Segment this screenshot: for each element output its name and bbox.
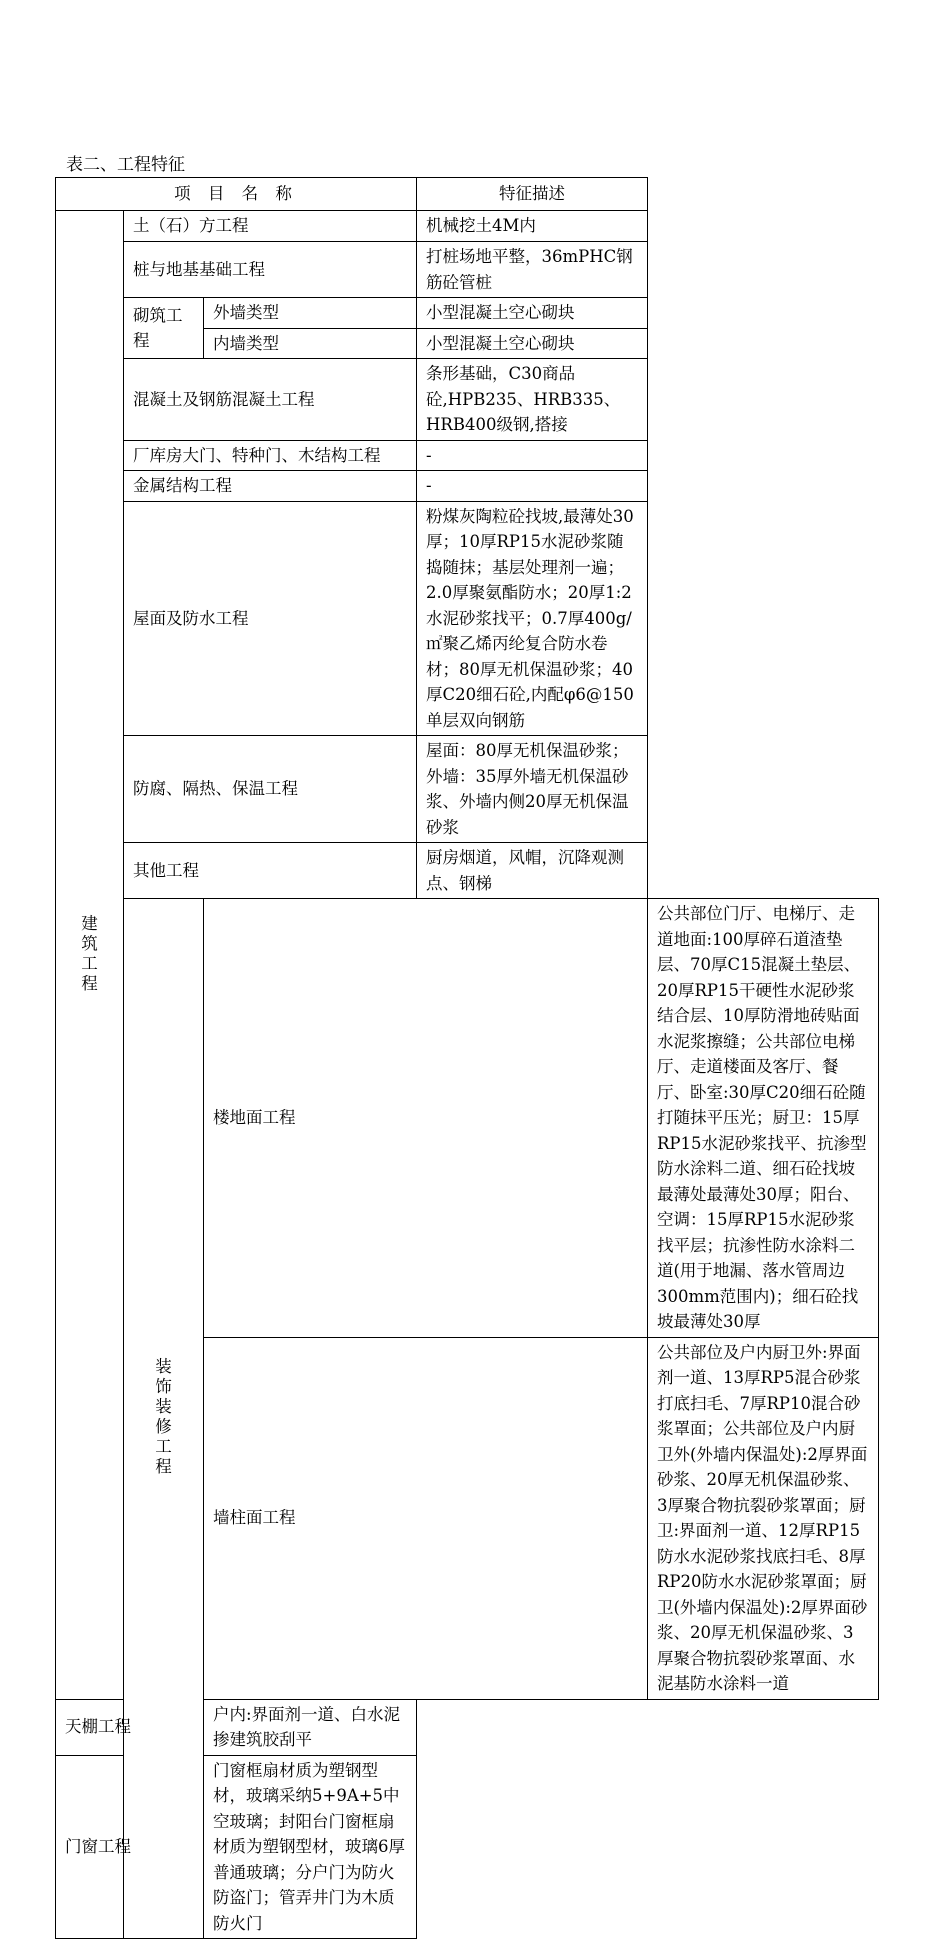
- table-row: [56, 899, 879, 1338]
- table-row: [56, 211, 879, 242]
- row-name: 土（石）方工程: [124, 211, 417, 242]
- row-name: 金属结构工程: [124, 471, 417, 502]
- table-caption: 表二、工程特征: [66, 155, 185, 175]
- table-row: [56, 843, 879, 899]
- header-item-name-text: 项 目 名 称: [174, 184, 298, 204]
- table-row: [56, 298, 879, 329]
- row-name: 楼地面工程: [204, 899, 648, 1338]
- row-name: 墙柱面工程: [204, 1337, 648, 1699]
- table-header-row: [56, 178, 879, 211]
- row-desc: 屋面：80厚无机保温砂浆；外墙：35厚外墙无机保温砂浆、外墙内侧20厚无机保温砂浆: [417, 736, 648, 843]
- table-row: [56, 501, 879, 736]
- row-name: 桩与地基基础工程: [124, 242, 417, 298]
- row-name: 门窗工程: [56, 1755, 204, 1939]
- engineering-features-table: [55, 177, 879, 1939]
- table-row: [56, 471, 879, 502]
- row-desc: 小型混凝土空心砌块: [417, 298, 648, 329]
- row-desc: 粉煤灰陶粒砼找坡,最薄处30厚；10厚RP15水泥砂浆随捣随抹；基层处理剂一遍；2.0厚聚氨酯防水；20厚1:2水泥砂浆找平；0.7厚400g/㎡聚乙烯丙纶复合防水卷材；80厚无机保温砂浆；40厚C20细石砼,内配φ6@150单层双向钢筋: [417, 501, 648, 736]
- row-name: 屋面及防水工程: [124, 501, 417, 736]
- row-desc: 户内:界面剂一道、白水泥掺建筑胶刮平: [204, 1699, 417, 1755]
- row-name: 天棚工程: [56, 1699, 204, 1755]
- group-decoration-label: 装饰装修工程: [155, 1357, 172, 1477]
- table-row: [56, 440, 879, 471]
- row-desc: 条形基础，C30商品砼,HPB235、HRB335、HRB400级钢,搭接: [417, 359, 648, 441]
- row-desc: -: [417, 440, 648, 471]
- table-row: [56, 736, 879, 843]
- row-desc: 门窗框扇材质为塑钢型材，玻璃采纳5+9A+5中空玻璃；封阳台门窗框扇材质为塑钢型材，玻璃6厚普通玻璃；分户门为防火防盗门；管弄井门为木质防火门: [204, 1755, 417, 1939]
- row-name: 厂库房大门、特种门、木结构工程: [124, 440, 417, 471]
- table-row: [56, 242, 879, 298]
- row-desc: 小型混凝土空心砌块: [417, 328, 648, 359]
- table-row: [56, 1755, 879, 1939]
- header-description: 特征描述: [417, 178, 648, 211]
- row-name-masonry: 砌筑工程: [124, 298, 204, 359]
- row-subname: 外墙类型: [204, 298, 417, 329]
- row-desc: -: [417, 471, 648, 502]
- group-building-label: 建筑工程: [81, 913, 98, 993]
- table-row: [56, 359, 879, 441]
- group-building: [56, 211, 124, 1700]
- row-name: 混凝土及钢筋混凝土工程: [124, 359, 417, 441]
- row-name: 防腐、隔热、保温工程: [124, 736, 417, 843]
- row-desc: 打桩场地平整，36mPHC钢筋砼管桩: [417, 242, 648, 298]
- row-desc: 公共部位门厅、电梯厅、走道地面:100厚碎石道渣垫层、70厚C15混凝土垫层、20厚RP15干硬性水泥砂浆结合层、10厚防滑地砖贴面水泥浆擦缝；公共部位电梯厅、走道楼面及客厅、餐厅、卧室:30厚C20细石砼随打随抹平压光；厨卫：15厚RP15水泥砂浆找平、抗渗型防水涂料二道、细石砼找坡最薄处最薄处30厚；阳台、空调：15厚RP15水泥砂浆找平层；抗渗性防水涂料二道(用于地漏、落水管周边300mm范围内)；细石砼找坡最薄处30厚: [648, 899, 879, 1338]
- row-subname: 内墙类型: [204, 328, 417, 359]
- row-desc: 公共部位及户内厨卫外:界面剂一道、13厚RP5混合砂浆打底扫毛、7厚RP10混合砂浆罩面；公共部位及户内厨卫外(外墙内保温处):2厚界面砂浆、20厚无机保温砂浆、3厚聚合物抗裂砂浆罩面；厨卫:界面剂一道、12厚RP15防水水泥砂浆找底扫毛、8厚RP20防水水泥砂浆罩面；厨卫(外墙内保温处):2厚界面砂浆、20厚无机保温砂浆、3厚聚合物抗裂砂浆罩面、水泥基防水涂料一道: [648, 1337, 879, 1699]
- table-row: [56, 1699, 879, 1755]
- row-name: 其他工程: [124, 843, 417, 899]
- row-desc: 厨房烟道，风帽，沉降观测点、钢梯: [417, 843, 648, 899]
- header-item-name: [56, 178, 417, 211]
- row-desc: 机械挖土4M内: [417, 211, 648, 242]
